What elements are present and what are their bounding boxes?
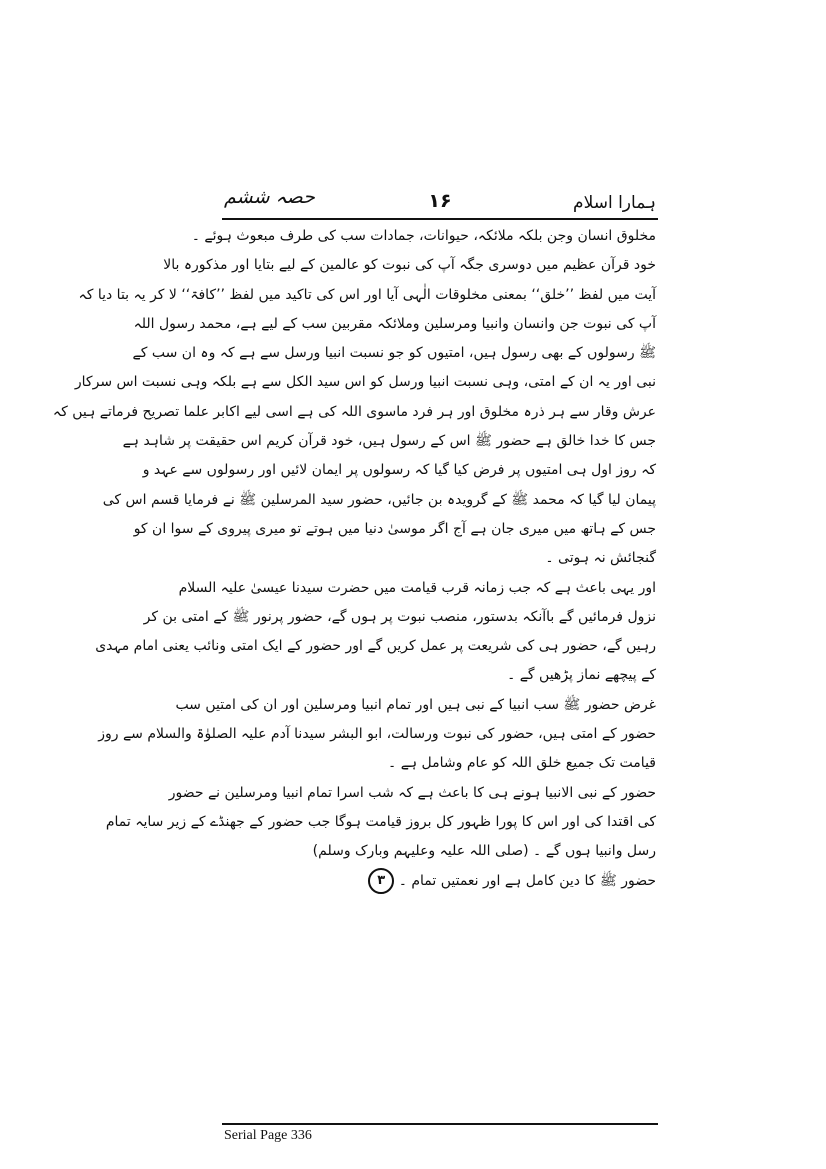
footer-divider <box>222 1123 658 1125</box>
text-line: ﷺ رسولوں کے بھی رسول ہیں، امتیوں کو جو نسبت انبیا ورسل سے ہے کہ وہ ان سب کے <box>132 345 656 362</box>
book-title: ہمارا اسلام <box>573 193 656 213</box>
text-line: قیامت تک جمیع خلق اللہ کو عام وشامل ہے ۔ <box>388 755 656 772</box>
text-line: حضور کے امتی ہیں، حضور کی نبوت ورسالت، ابو البشر سیدنا آدم علیہ الصلوٰۃ والسلام سے روز <box>98 726 656 743</box>
text-line: پیمان لیا گیا کہ محمد ﷺ کے گرویدہ بن جائیں، حضور سید المرسلین ﷺ نے فرمایا قسم اس کی <box>102 491 656 508</box>
text-line: اور یہی باعث ہے کہ جب زمانہ قرب قیامت میں حضرت سیدنا عیسیٰ علیہ السلام <box>178 579 656 596</box>
text-line: رہیں گے، حضور ہی کی شریعت پر عمل کریں گے اور حضور کے ایک امتی ونائب یعنی امام مہدی <box>95 638 656 655</box>
final-line <box>224 867 656 896</box>
part-label: حصہ ششم <box>224 186 315 208</box>
page-header <box>224 186 656 218</box>
text-line: نبی اور یہ ان کے امتی، وہی نسبت انبیا ورسل کو اس سید الکل سے ہے بلکہ وہی نسبت اس سرکار <box>74 374 656 391</box>
text-line: کی اقتدا کی اور اس کا پورا ظہور کل بروز قیامت ہوگا جب حضور کے جھنڈے کے زیر سایہ تمام <box>105 813 656 830</box>
text-line: حضور کے نبی الانبیا ہونے ہی کا باعث ہے کہ شب اسرا تمام انبیا ومرسلین نے حضور <box>168 784 656 801</box>
text-line: کے پیچھے نماز پڑھیں گے ۔ <box>507 667 656 684</box>
header-divider <box>222 218 658 220</box>
text-line: عرش وقار سے ہر ذرہ مخلوق اور ہر فرد ماسوی اللہ کی ہے اسی لیے اکابر علما تصریح فرماتے ہیں کہ <box>52 403 656 420</box>
final-line-text: حضور ﷺ کا دین کامل ہے اور نعمتیں تمام ۔ <box>398 872 656 889</box>
text-line: نزول فرمائیں گے باآنکہ بدستور، منصب نبوت پر ہوں گے، حضور پرنور ﷺ کے امتی بن کر <box>143 608 656 625</box>
text-line: جس کے ہاتھ میں میری جان ہے آج اگر موسیٰ دنیا میں ہوتے تو میری پیروی کے سوا ان کو <box>133 520 656 537</box>
text-line: رسل وانبیا ہوں گے ۔ (صلی اللہ علیہ وعلیہم وبارک وسلم) <box>312 843 656 860</box>
text-line: مخلوق انسان وجن بلکہ ملائکہ، حیوانات، جمادات سب کی طرف مبعوث ہوئے ۔ <box>191 228 656 244</box>
text-line: جس کا خدا خالق ہے حضور ﷺ اس کے رسول ہیں، خود قرآن کریم اس حقیقت پر شاہد ہے <box>122 433 656 450</box>
text-line: گنجائش نہ ہوتی ۔ <box>545 550 656 567</box>
body-text <box>52 222 656 896</box>
text-line: آپ کی نبوت جن وانسان وانبیا ومرسلین وملائکہ مقربین سب کے لیے ہے، محمد رسول اللہ <box>133 315 656 332</box>
text-line: آیت میں لفظ ’’خلق‘‘ بمعنی مخلوقات الٰہی آیا اور اس کی تاکید میں لفظ ’’کافۃ‘‘ لا کر یہ بتا دیا کہ <box>78 286 656 303</box>
text-line: کہ روز اول ہی امتیوں پر فرض کیا گیا کہ رسولوں پر ایمان لائیں اور رسولوں سے عہد و <box>142 462 656 479</box>
page-number: ۱۶ <box>428 190 452 212</box>
serial-page-footer: Serial Page 336 <box>224 1128 312 1143</box>
section-number-badge: ۳ <box>368 868 394 894</box>
text-line: غرض حضور ﷺ سب انبیا کے نبی ہیں اور تمام انبیا ومرسلین اور ان کی امتیں سب <box>175 696 656 713</box>
text-line: خود قرآن عظیم میں دوسری جگہ آپ کی نبوت کو عالمین کے لیے بتایا اور مذکورہ بالا <box>163 257 656 274</box>
